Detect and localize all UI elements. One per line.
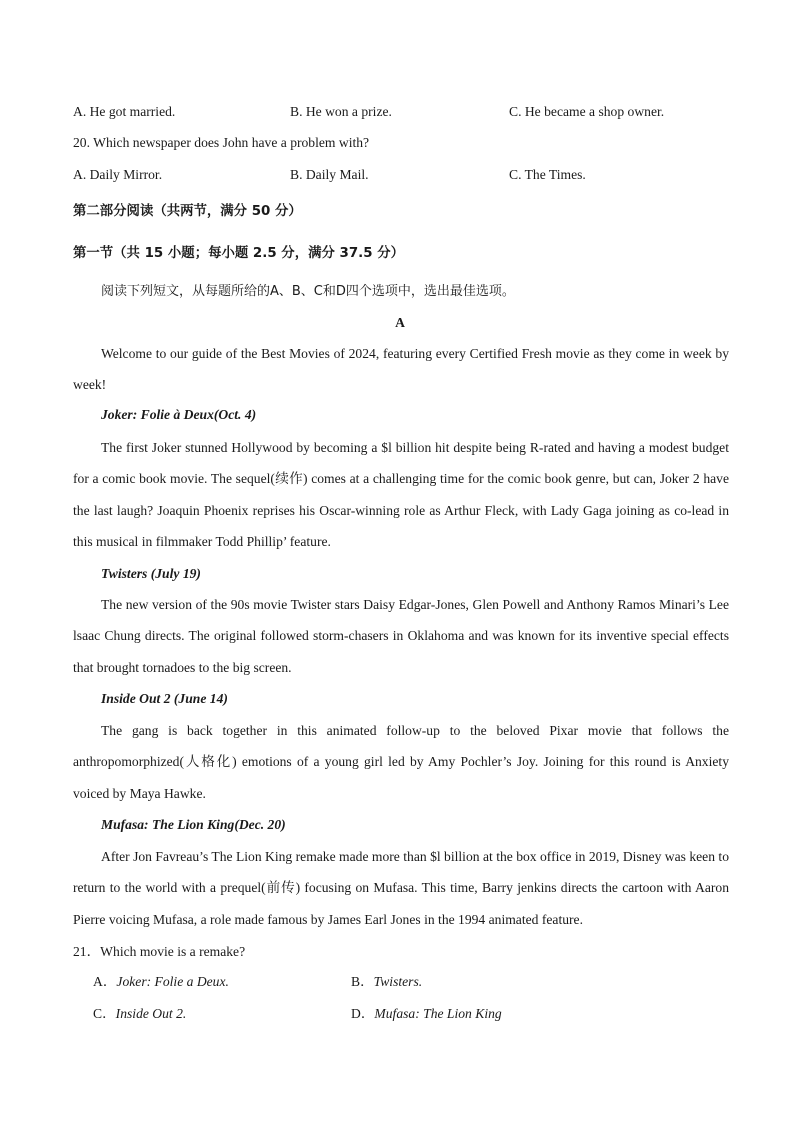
movie-text-joker: The first Joker stunned Hollywood by becoming a $l billion hit despite being R-rated and having a modest budget for a comic book movie. The sequel(续作) comes at a challenging time for the comic book genre, but can, Joker 2 have the last laugh? Joaquin Phoenix reprises his Oscar-winning role as Arthur Fleck, with Lady Gaga joining as co-lead in this musical in filmmaker Todd Phillip’ feature. [73,440,729,550]
q20-option-c: C. The Times. [509,167,586,182]
q21-options-row2 [93,1005,733,1023]
q20-option-a: A. Daily Mirror. [73,167,163,182]
q19-option-b: B. He won a prize. [290,104,392,119]
passage-intro: Welcome to our guide of the Best Movies of 2024, featuring every Certified Fresh movie as they come in week by week! [73,346,729,393]
q20-stem: 20. Which newspaper does John have a problem with? [73,135,370,150]
passage-label: A [395,315,405,330]
movie-text-mufasa: After Jon Favreau’s The Lion King remake made more than $l billion at the box office in 2019, Disney was keen to return to the world with a prequel(前传) focusing on Mufasa. This time, Barry jenkins directs the cartoon with Aaron Pierre voicing Mufasa, a role made famous by James Earl Jones in the 1994 animated feature. [73,849,729,927]
movie-title-inside-out-2: Inside Out 2 (June 14) [101,691,228,706]
q20-option-b: B. Daily Mail. [290,167,369,182]
movie-text-twisters: The new version of the 90s movie Twister stars Daisy Edgar-Jones, Glen Powell and Anthony Ramos Minari’s Lee lsaac Chung directs. The original followed storm-chasers in Oklahoma and was known for its inventive special effects that brought tornadoes to the big screen. [73,597,729,675]
q21-option-b-letter: B． [351,974,374,989]
q21-options-row1 [93,973,733,991]
q21-option-d [351,1005,502,1023]
q21-stem: 21．Which movie is a remake? [73,944,246,959]
q21-option-b [351,973,422,991]
subsection-heading: 第一节（共 15 小题；每小题 2.5 分，满分 37.5 分） [73,246,405,261]
movie-title-mufasa: Mufasa: The Lion King(Dec. 20) [101,817,286,832]
q21-option-a-letter: A． [93,974,117,989]
q21-option-c-text: Inside Out 2. [115,1006,187,1021]
q21-option-b-text: Twisters. [373,974,423,989]
movie-text-inside-out-2: The gang is back together in this animated follow-up to the beloved Pixar movie that follows the anthropomorphized(人格化) emotions of a young girl led by Amy Pochler’s Joy. Joining for this round is Anxiety voiced by Maya Hawke. [73,723,729,801]
q19-option-c: C. He became a shop owner. [509,104,665,119]
part-heading: 第二部分阅读（共两节，满分 50 分） [73,204,302,219]
q21-option-a [93,973,229,991]
q20-options [73,166,733,184]
movie-title-joker: Joker: Folie à Deux(Oct. 4) [101,407,257,422]
movie-title-twisters: Twisters (July 19) [101,566,201,581]
q21-option-c [93,1005,186,1023]
q21-option-d-letter: D． [351,1006,375,1021]
q19-option-a: A. He got married. [73,104,176,119]
q21-option-c-letter: C． [93,1006,116,1021]
q21-option-d-text: Mufasa: The Lion King [374,1006,502,1021]
q19-options [73,103,733,121]
instructions: 阅读下列短文，从每题所给的A、B、C和D四个选项中，选出最佳选项。 [101,284,515,299]
q21-option-a-text: Joker: Folie a Deux. [116,974,229,989]
